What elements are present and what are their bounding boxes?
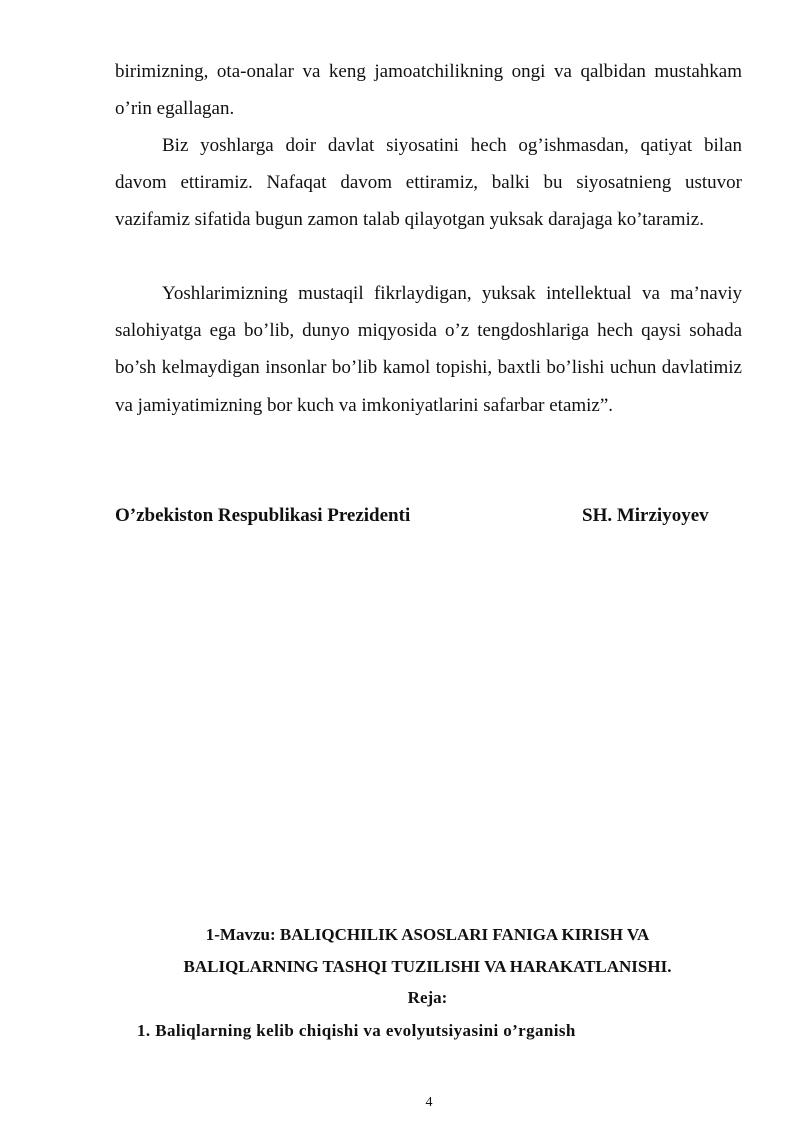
plan-item: 1. Baliqlarning kelib chiqishi va evolyutsiyasini o’rganish	[137, 1021, 576, 1040]
page-number: 4	[425, 1095, 433, 1110]
paragraph-youth-policy: Biz yoshlarga doir davlat siyosatini hech og’ishmasdan, qatiyat bilan davom ettiramiz. Nafaqat davom ettiramiz, balki bu siyosatnieng ustuvor vazifamiz sifatida bugun zamon talab qilayotgan yuksak darajaga ko’taramiz.	[115, 135, 742, 231]
topic-heading-line-1: 1-Mavzu: BALIQCHILIK ASOSLARI FANIGA KIRISH VA	[205, 925, 650, 944]
paragraph-youth-potential: Yoshlarimizning mustaqil fikrlaydigan, yuksak intellektual va ma’naviy salohiyatga ega bo’lib, dunyo miqyosida o’z tengdoshlariga hech qaysi sohada bo’sh kelmaydigan insonlar bo’lib kamol topishi, baxtli bo’lishi uchun davlatimiz va jamiyatimizning bor kuch va imkoniyatlarini safarbar etamiz”.	[115, 283, 742, 416]
paragraph-continuation: birimizning, ota-onalar va keng jamoatchilikning ongi va qalbidan mustahkam o’rin egallagan.	[115, 61, 742, 120]
topic-heading-line-2: BALIQLARNING TASHQI TUZILISHI VA HARAKATLANISHI.	[183, 957, 672, 976]
signature-name: SH. Mirziyoyev	[582, 505, 709, 526]
signature-title: O’zbekiston Respublikasi Prezidenti	[115, 505, 411, 526]
plan-heading: Reja:	[407, 988, 448, 1007]
